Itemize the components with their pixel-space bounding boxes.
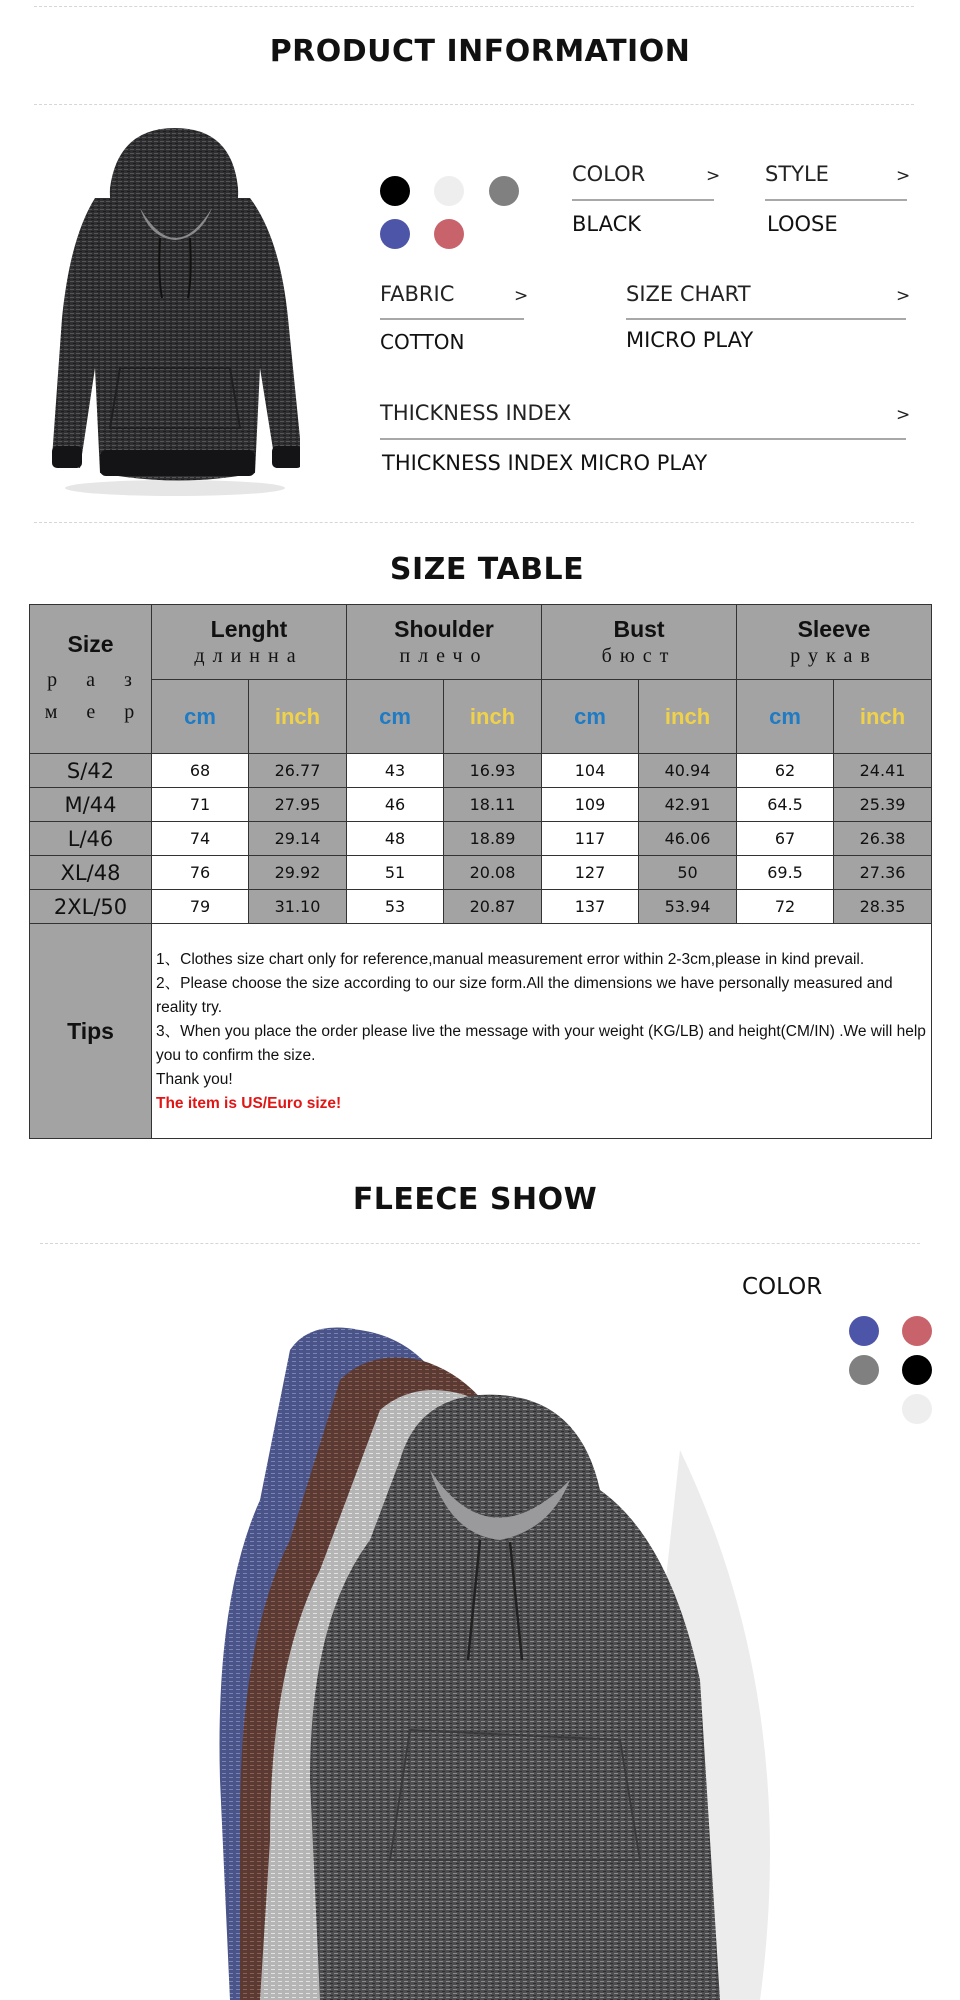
row-size-label: XL/48	[30, 856, 152, 890]
unit-cm-sleeve: cm	[737, 680, 834, 754]
table-cell: 72	[737, 890, 834, 924]
fleece-show-title: FLEECE SHOW	[352, 1182, 598, 1217]
fleece-swatch-blue[interactable]	[849, 1316, 879, 1346]
table-cell: 137	[542, 890, 639, 924]
group-header-length	[152, 605, 347, 680]
table-cell: 104	[542, 754, 639, 788]
table-cell: 43	[347, 754, 444, 788]
thickness-field-underline	[380, 438, 906, 440]
table-row	[30, 822, 932, 856]
thickness-field-arrow-icon[interactable]: >	[896, 405, 911, 425]
group-ru-sleeve: рукав	[790, 645, 878, 667]
group-label-length: Lenght	[210, 616, 288, 642]
table-cell: 117	[542, 822, 639, 856]
thickness-field-value: THICKNESS INDEX MICRO PLAY	[382, 451, 708, 475]
tip-line-3: 3、When you place the order please live the message with your weight (KG/LB) and height(CM/IN) .We will help you to confirm the size.	[156, 1023, 926, 1064]
table-cell: 64.5	[737, 788, 834, 822]
table-cell: 62	[737, 754, 834, 788]
product-info-divider	[34, 104, 914, 105]
group-ru-shoulder: плечо	[399, 645, 489, 667]
color-field-arrow-icon[interactable]: >	[706, 166, 721, 186]
table-cell: 42.91	[639, 788, 737, 822]
unit-cm-shoulder: cm	[347, 680, 444, 754]
table-cell: 127	[542, 856, 639, 890]
unit-inch-sleeve: inch	[834, 680, 932, 754]
size-table-title: SIZE TABLE	[389, 552, 585, 587]
table-cell: 40.94	[639, 754, 737, 788]
size-header-label: Size	[67, 631, 114, 657]
size-chart-field-label: SIZE CHART	[626, 282, 751, 306]
table-cell: 27.36	[834, 856, 932, 890]
color-swatch-white[interactable]	[434, 176, 464, 206]
color-field-label: COLOR	[572, 162, 646, 186]
color-swatch-black[interactable]	[380, 176, 410, 206]
table-cell: 26.38	[834, 822, 932, 856]
size-table	[29, 604, 931, 1139]
style-field-value: LOOSE	[767, 212, 838, 236]
table-cell: 51	[347, 856, 444, 890]
fleece-swatch-gray[interactable]	[849, 1355, 879, 1385]
table-cell: 67	[737, 822, 834, 856]
style-field-underline	[765, 199, 907, 201]
table-cell: 26.77	[249, 754, 347, 788]
table-cell: 25.39	[834, 788, 932, 822]
table-cell: 53	[347, 890, 444, 924]
table-cell: 24.41	[834, 754, 932, 788]
style-field-label: STYLE	[765, 162, 829, 186]
table-cell: 79	[152, 890, 249, 924]
color-swatch-gray[interactable]	[489, 176, 519, 206]
table-cell: 46.06	[639, 822, 737, 856]
table-cell: 31.10	[249, 890, 347, 924]
fabric-field-arrow-icon[interactable]: >	[514, 286, 529, 306]
tip-us-euro: The item is US/Euro size!	[156, 1095, 342, 1112]
product-info-title: PRODUCT INFORMATION	[269, 34, 691, 69]
unit-cm-bust: cm	[542, 680, 639, 754]
hoodie-black-image	[40, 128, 300, 498]
table-cell: 76	[152, 856, 249, 890]
group-ru-length: длинна	[194, 645, 304, 667]
table-cell: 20.87	[444, 890, 542, 924]
fleece-swatch-pink[interactable]	[902, 1316, 932, 1346]
unit-inch-length: inch	[249, 680, 347, 754]
table-cell: 16.93	[444, 754, 542, 788]
group-label-sleeve: Sleeve	[797, 616, 871, 642]
fabric-field-underline	[380, 318, 524, 320]
tips-label: Tips	[30, 924, 152, 1139]
unit-inch-shoulder: inch	[444, 680, 542, 754]
group-header-bust	[542, 605, 737, 680]
table-cell: 68	[152, 754, 249, 788]
fleece-swatch-black[interactable]	[902, 1355, 932, 1385]
fleece-color-label: COLOR	[742, 1274, 823, 1300]
unit-inch-bust: inch	[639, 680, 737, 754]
table-cell: 29.14	[249, 822, 347, 856]
table-cell: 71	[152, 788, 249, 822]
fabric-field-value: COTTON	[380, 330, 465, 354]
size-table-divider	[34, 522, 914, 523]
row-size-label: M/44	[30, 788, 152, 822]
fleece-show-divider	[40, 1243, 920, 1244]
color-field-value: BLACK	[572, 212, 642, 236]
color-swatch-pink[interactable]	[434, 219, 464, 249]
hoodies-stack-image	[200, 1300, 800, 2000]
size-chart-field-value: MICRO PLAY	[626, 328, 754, 352]
color-field-underline	[572, 199, 714, 201]
top-divider	[34, 6, 914, 7]
group-header-sleeve	[737, 605, 932, 680]
table-cell: 29.92	[249, 856, 347, 890]
style-field-arrow-icon[interactable]: >	[896, 166, 911, 186]
fabric-field-label: FABRIC	[380, 282, 455, 306]
group-label-bust: Bust	[613, 616, 665, 642]
thickness-field-label: THICKNESS INDEX	[380, 401, 572, 425]
table-cell: 18.89	[444, 822, 542, 856]
unit-cm-length: cm	[152, 680, 249, 754]
size-chart-field-arrow-icon[interactable]: >	[896, 286, 911, 306]
row-size-label: 2XL/50	[30, 890, 152, 924]
table-row	[30, 856, 932, 890]
table-cell: 53.94	[639, 890, 737, 924]
size-header-ru: р а з м е р	[44, 669, 147, 723]
color-swatch-blue[interactable]	[380, 219, 410, 249]
tip-line-1: 1、Clothes size chart only for reference,manual measurement error within 2-3cm,please in kind prevail.	[156, 951, 865, 968]
fleece-swatch-white[interactable]	[902, 1394, 932, 1424]
tips-box	[152, 924, 932, 1139]
table-cell: 27.95	[249, 788, 347, 822]
row-size-label: L/46	[30, 822, 152, 856]
table-cell: 50	[639, 856, 737, 890]
tip-line-2: 2、Please choose the size according to our size form.All the dimensions we have personally measured and reality try.	[156, 975, 893, 1016]
row-size-label: S/42	[30, 754, 152, 788]
table-cell: 109	[542, 788, 639, 822]
size-header-cell	[30, 605, 152, 754]
table-cell: 48	[347, 822, 444, 856]
table-row	[30, 890, 932, 924]
table-cell: 46	[347, 788, 444, 822]
tip-line-4: Thank you!	[156, 1071, 233, 1088]
table-cell: 28.35	[834, 890, 932, 924]
table-cell: 69.5	[737, 856, 834, 890]
table-cell: 20.08	[444, 856, 542, 890]
size-chart-field-underline	[626, 318, 906, 320]
group-header-shoulder	[347, 605, 542, 680]
table-row	[30, 754, 932, 788]
group-ru-bust: бюст	[601, 645, 677, 667]
table-cell: 74	[152, 822, 249, 856]
table-row	[30, 788, 932, 822]
table-cell: 18.11	[444, 788, 542, 822]
group-label-shoulder: Shoulder	[394, 616, 494, 642]
